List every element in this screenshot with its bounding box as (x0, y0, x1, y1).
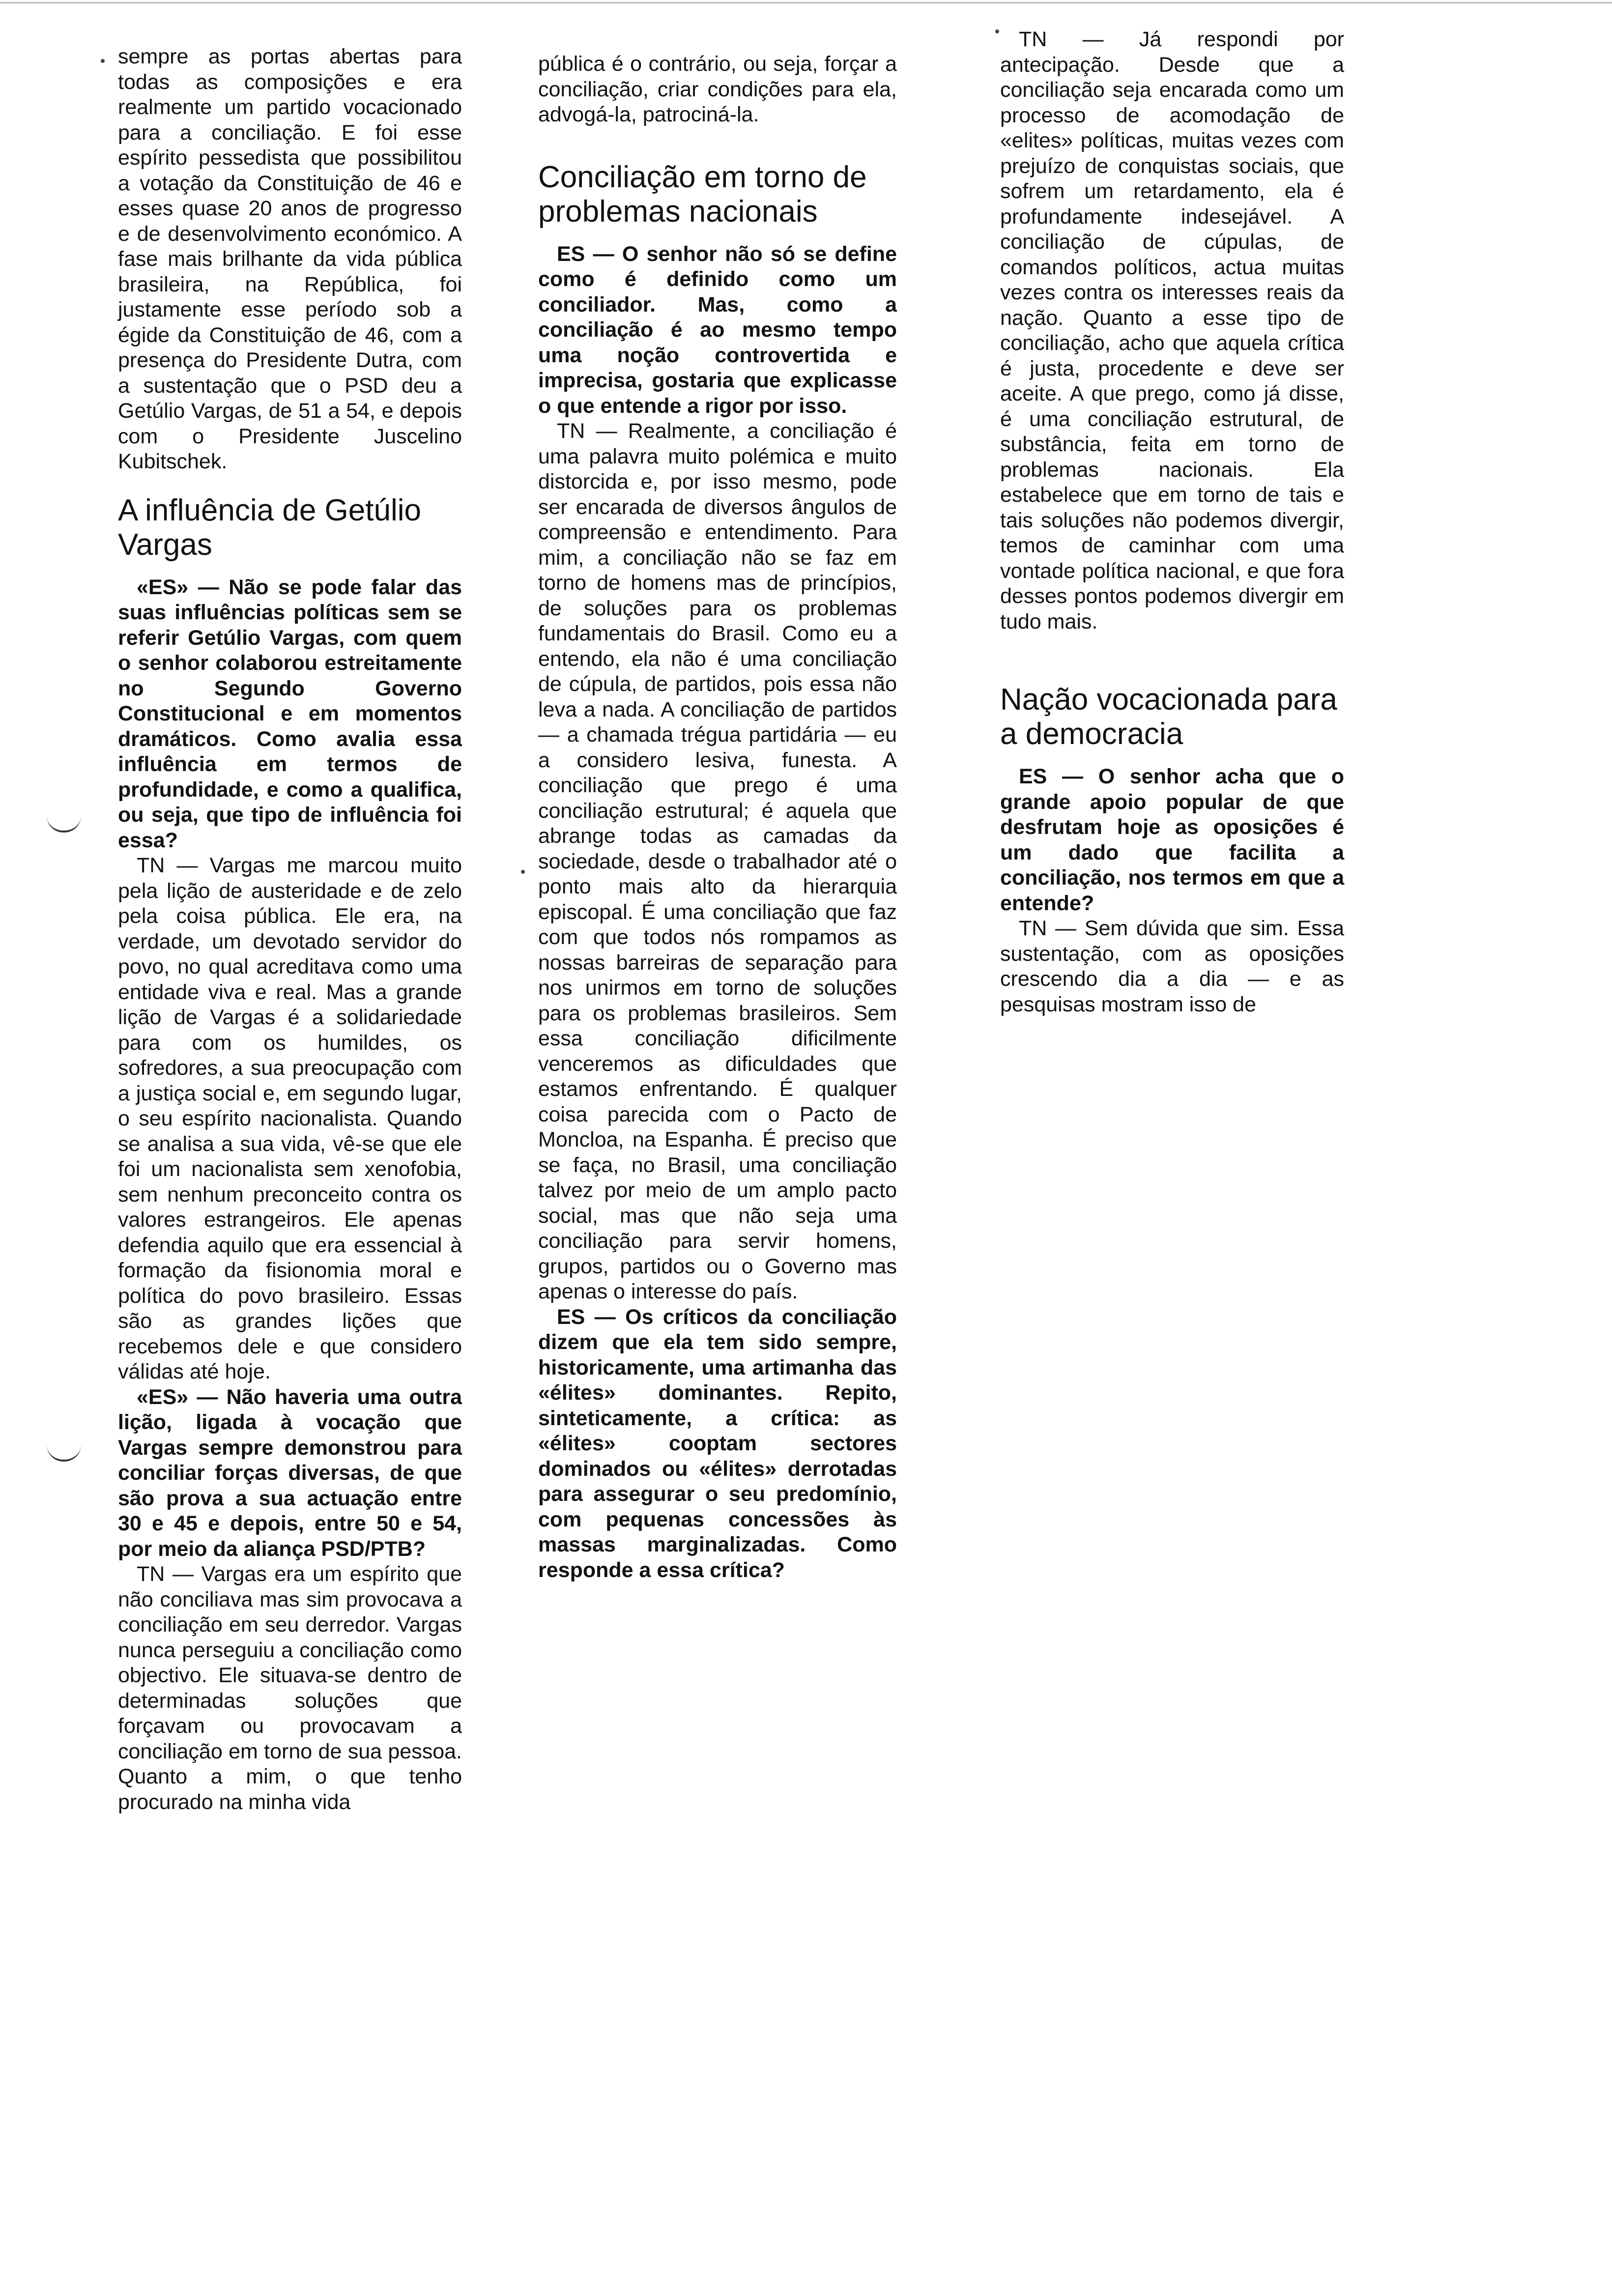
article-column-1 (118, 44, 462, 1815)
section-heading: A influência de Getúlio Vargas (118, 493, 421, 562)
scan-speck (101, 59, 105, 63)
top-rule (0, 2, 1612, 3)
paragraph: pública é o contrário, ou seja, forçar a conciliação, criar condições para ela, advogá-la, patrociná-la. (538, 52, 897, 126)
question-paragraph: «ES» — Não se pode falar das suas influências políticas sem se referir Getúlio Vargas, com quem o senhor colaborou estreitamente no Segundo Governo Constitucional e em momentos dramáticos. Como avalia essa influência em termos de profundidade, e como a qualifica, ou seja, que tipo de influência foi essa? (118, 575, 462, 852)
section-heading: Conciliação em torno de problemas nacionais (538, 160, 867, 229)
scan-speck (995, 29, 999, 33)
question-paragraph: ES — Os críticos da conciliação dizem que ela tem sido sempre, historicamente, uma artimanha das «élites» dominantes. Repito, sinteticamente, a crítica: as «élites» cooptam sectores dominados ou «élites» derrotadas para assegurar o seu predomínio, com pequenas concessões às massas marginalizadas. Como responde a essa crítica? (538, 1305, 897, 1582)
answer-paragraph: TN — Vargas era um espírito que não conciliava mas sim provocava a conciliação em seu derredor. Vargas nunca perseguiu a conciliação como objectivo. Ele situava-se dentro de determinadas soluções que forçavam ou provocavam a conciliação em torno de sua pessoa. Quanto a mim, o que tenho procurado na minha vida (118, 1562, 462, 1814)
answer-paragraph: TN — Realmente, a conciliação é uma palavra muito polémica e muito distorcida e, por isso mesmo, pode ser encarada de diversos ângulos de compreensão e entendimento. Para mim, a conciliação não se faz em torno de homens mas de princípios, de soluções para os problemas fundamentais do Brasil. Como eu a entendo, ela não é uma conciliação de cúpula, de partidos, pois essa não leva a nada. A conciliação de partidos — a chamada trégua partidária — eu a considero lesiva, funesta. A conciliação que prego é uma conciliação estrutural; é aquela que abrange todas as camadas da sociedade, desde o trabalhador até o ponto mais alto da hierarquia episcopal. É uma conciliação que faz com que todos nós rompamos as nossas barreiras de separação para nos unirmos em torno de soluções para os problemas brasileiros. Sem essa conciliação dificilmente venceremos as dificuldades que estamos enfrentando. É qualquer coisa parecida com o Pacto de Moncloa, na Espanha. É preciso que se faça, no Brasil, uma conciliação talvez por meio de um amplo pacto social, mas que não seja uma conciliação para servir homens, grupos, partidos ou o Governo mas apenas o interesse do país. (538, 419, 897, 1303)
question-paragraph: «ES» — Não haveria uma outra lição, ligada à vocação que Vargas sempre demonstrou para conciliar forças diversas, de que são prova a sua actuação entre 30 e 45 e depois, entre 50 e 54, por meio da aliança PSD/PTB? (118, 1385, 462, 1561)
answer-paragraph: TN — Já respondi por antecipação. Desde que a conciliação seja encarada como um processo de acomodação de «elites» políticas, muitas vezes com prejuízo de conquistas sociais, que sofrem um retardamento, ela é profundamente indesejável. A conciliação de cúpulas, de comandos políticos, actua muitas vezes contra os interesses reais da nação. Quanto a esse tipo de conciliação, acho que aquela crítica é justa, procedente e deve ser aceite. A que prego, como já disse, é uma conciliação estrutural, de substância, feita em torno de problemas nacionais. Ela estabelece que em torno de tais e tais soluções não podemos divergir, temos de caminhar com uma vontade política nacional, e que fora desses pontos podemos divergir em tudo mais. (1000, 28, 1344, 633)
margin-mark (47, 816, 81, 832)
margin-mark (47, 1445, 81, 1462)
article-column-2 (538, 52, 897, 1583)
answer-paragraph: TN — Sem dúvida que sim. Essa sustentação, com as oposições crescendo dia a dia — e as pesquisas mostram isso de (1000, 917, 1344, 1016)
paragraph: sempre as portas abertas para todas as composições e era realmente um partido vocacionado para a conciliação. E foi esse espírito pessedista que possibilitou a votação da Constituição de 46 e esses quase 20 anos de progresso e de desenvolvimento económico. A fase mais brilhante da vida pública brasileira, na República, foi justamente esse período sob a égide da Constituição de 46, com a presença do Presidente Dutra, com a sustentação que o PSD deu a Getúlio Vargas, de 51 a 54, e depois com o Presidente Juscelino Kubitschek. (118, 45, 462, 473)
answer-paragraph: TN — Vargas me marcou muito pela lição de austeridade e de zelo pela coisa pública. Ele era, na verdade, um devotado servidor do povo, no qual acreditava como uma entidade viva e real. Mas a grande lição de Vargas é a solidariedade para com os humildes, os sofredores, a sua preocupação com a justiça social e, em segundo lugar, o seu espírito nacionalista. Quando se analisa a sua vida, vê-se que ele foi um nacionalista sem xenofobia, sem nenhum preconceito contra os valores estrangeiros. Ele apenas defendia aquilo que era essencial à formação da fisionomia moral e política do povo brasileiro. Essas são as grandes lições que recebemos dele e que considero válidas até hoje. (118, 854, 462, 1383)
section-heading: Nação vocacionada para a democracia (1000, 683, 1337, 751)
article-column-3 (1000, 27, 1344, 1017)
scan-speck (521, 870, 525, 874)
question-paragraph: ES — O senhor acha que o grande apoio popular de que desfrutam hoje as oposições é um dado que facilita a conciliação, nos termos em que a entende? (1000, 765, 1344, 915)
question-paragraph: ES — O senhor não só se define como é definido como um conciliador. Mas, como a conciliação é ao mesmo tempo uma noção controvertida e imprecisa, gostaria que explicasse o que entende a rigor por isso. (538, 242, 897, 418)
